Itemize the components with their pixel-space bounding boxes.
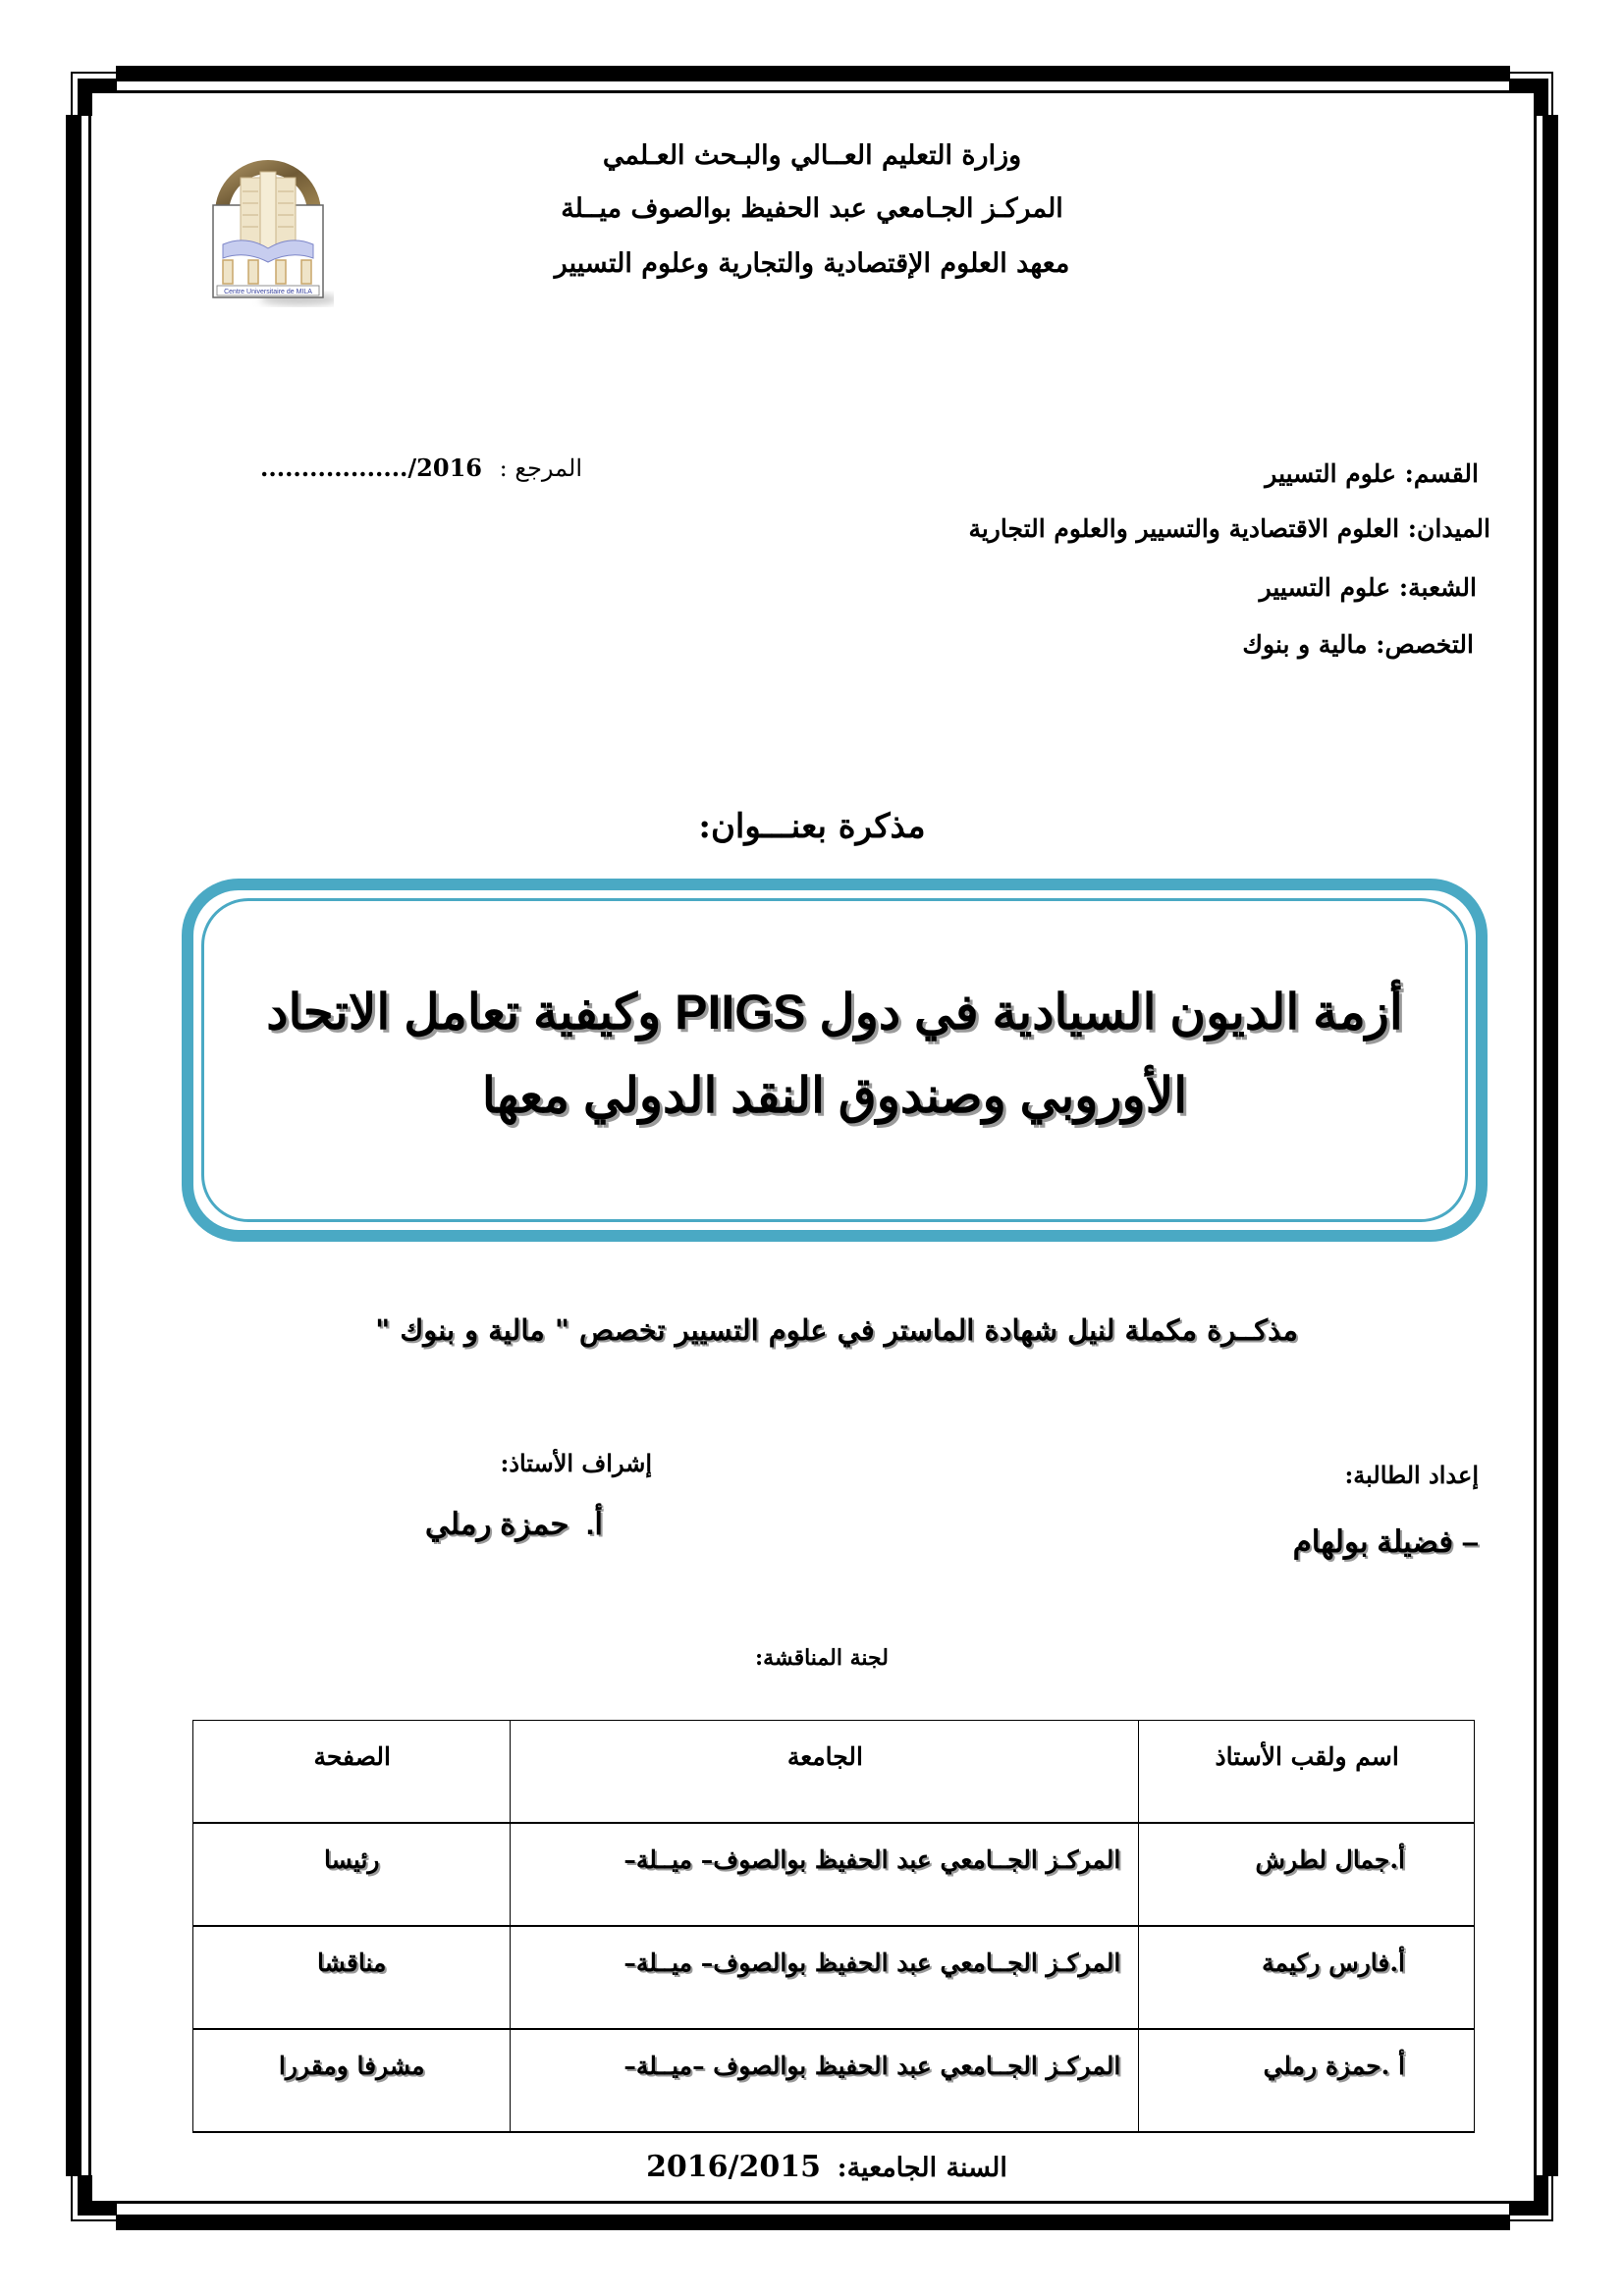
thesis-title-line-1: أزمة الديون السيادية في دول PIIGS وكيفية تعامل الاتحاد bbox=[266, 985, 1403, 1040]
department-label: القسم: bbox=[1404, 459, 1479, 488]
department-row bbox=[1265, 459, 1479, 488]
specialty-row bbox=[1242, 630, 1474, 659]
title-box bbox=[182, 879, 1488, 1242]
member-role: مناقشا bbox=[193, 1926, 511, 2029]
department-value: علوم التسيير bbox=[1265, 459, 1396, 488]
frame-left-inner bbox=[88, 115, 91, 2176]
column-header-role: الصفحة bbox=[193, 1721, 511, 1824]
frame-corner-tr-thin-h bbox=[1509, 72, 1553, 74]
committee-table-header bbox=[193, 1721, 1475, 1824]
member-university: المركـز الجــامعي عبد الحفيظ بوالصوف –ميــلة– bbox=[511, 2029, 1139, 2132]
member-university: المركـز الجــامعي عبد الحفيظ بوالصوف– ميــلة– bbox=[511, 1823, 1139, 1926]
frame-corner-tl-thin bbox=[71, 72, 73, 116]
frame-corner-br-h bbox=[1509, 2201, 1548, 2216]
field-value: العلوم الاقتصادية والتسيير والعلوم التجارية bbox=[968, 514, 1400, 543]
frame-left-outer bbox=[66, 115, 81, 2176]
branch-label: الشعبة: bbox=[1398, 573, 1477, 602]
member-name: أ .حمزة رملي bbox=[1139, 2029, 1475, 2132]
table-row bbox=[193, 1926, 1475, 2029]
member-university: المركـز الجــامعي عبد الحفيظ بوالصوف– ميــلة– bbox=[511, 1926, 1139, 2029]
frame-top-outer-thin bbox=[71, 72, 116, 74]
frame-corner-tl-v bbox=[78, 79, 92, 116]
frame-top-outer bbox=[116, 66, 1510, 81]
academic-year-label: السنة الجامعية: bbox=[837, 2153, 1007, 2183]
academic-year bbox=[0, 2150, 1624, 2184]
table-row bbox=[193, 1823, 1475, 1926]
field-label: الميدان: bbox=[1407, 514, 1490, 543]
column-header-name: اسم ولقب الأستاذ bbox=[1139, 1721, 1475, 1824]
title-box-inner-border bbox=[201, 898, 1468, 1222]
supervisor-name: أ. حمزة رملي bbox=[424, 1507, 603, 1541]
frame-corner-bl-h bbox=[78, 2201, 117, 2216]
column-header-university: الجامعة bbox=[511, 1721, 1139, 1824]
branch-value: علوم التسيير bbox=[1259, 573, 1391, 602]
reference-label: المرجع : bbox=[499, 454, 583, 482]
thesis-subtitle: مذكــرة مكملة لنيل شهادة الماستر في علوم التسيير تخصص " مالية و بنوك " bbox=[375, 1313, 1298, 1347]
member-name: أ.جمال لطرش bbox=[1139, 1823, 1475, 1926]
frame-top-inner bbox=[116, 90, 1510, 93]
branch-row bbox=[1260, 573, 1477, 602]
frame-corner-br-thin-h bbox=[1509, 2219, 1553, 2221]
institute-name: معهد العلوم الإقتصادية والتجارية وعلوم التسيير bbox=[554, 248, 1070, 279]
reference-line bbox=[260, 454, 582, 482]
student-name: – فضيلة بولهام bbox=[1292, 1524, 1479, 1559]
memo-heading: مذكرة بعنـــوان: bbox=[698, 807, 926, 846]
member-name: أ.فارس ركيمة bbox=[1139, 1926, 1475, 2029]
frame-corner-tr-thin-v bbox=[1551, 72, 1553, 116]
frame-corner-bl-thin-h bbox=[71, 2219, 117, 2221]
member-role: رئيسا bbox=[193, 1823, 511, 1926]
specialty-label: التخصص: bbox=[1376, 630, 1474, 659]
reference-value: ................../2016 bbox=[260, 454, 482, 482]
frame-corner-tr-v bbox=[1534, 79, 1548, 116]
table-row bbox=[193, 2029, 1475, 2132]
specialty-value: مالية و بنوك bbox=[1242, 630, 1368, 659]
frame-bottom-inner bbox=[116, 2201, 1510, 2204]
committee-heading: لجنة المناقشة: bbox=[755, 1645, 889, 1671]
ministry-name: وزارة التعليم العــالي والبـحث العـلمي bbox=[602, 140, 1022, 171]
university-name: المركـز الجـامعي عبد الحفيظ بوالصوف ميــلة bbox=[561, 193, 1063, 224]
student-label: إعداد الطالبة: bbox=[1344, 1461, 1479, 1489]
field-row bbox=[968, 514, 1490, 543]
frame-right-outer bbox=[1543, 115, 1558, 2176]
frame-bottom-outer bbox=[116, 2215, 1510, 2230]
member-role: مشرفا ومقررا bbox=[193, 2029, 511, 2132]
logo-caption: Centre Universitaire de MILA bbox=[224, 289, 312, 295]
frame-right-inner bbox=[1534, 115, 1537, 2176]
committee-table bbox=[192, 1720, 1475, 2133]
academic-year-value: 2016/2015 bbox=[646, 2150, 822, 2184]
supervisor-label: إشراف الأستاذ: bbox=[500, 1449, 652, 1477]
thesis-title-line-2: الأوروبي وصندوق النقد الدولي معها bbox=[481, 1068, 1188, 1123]
